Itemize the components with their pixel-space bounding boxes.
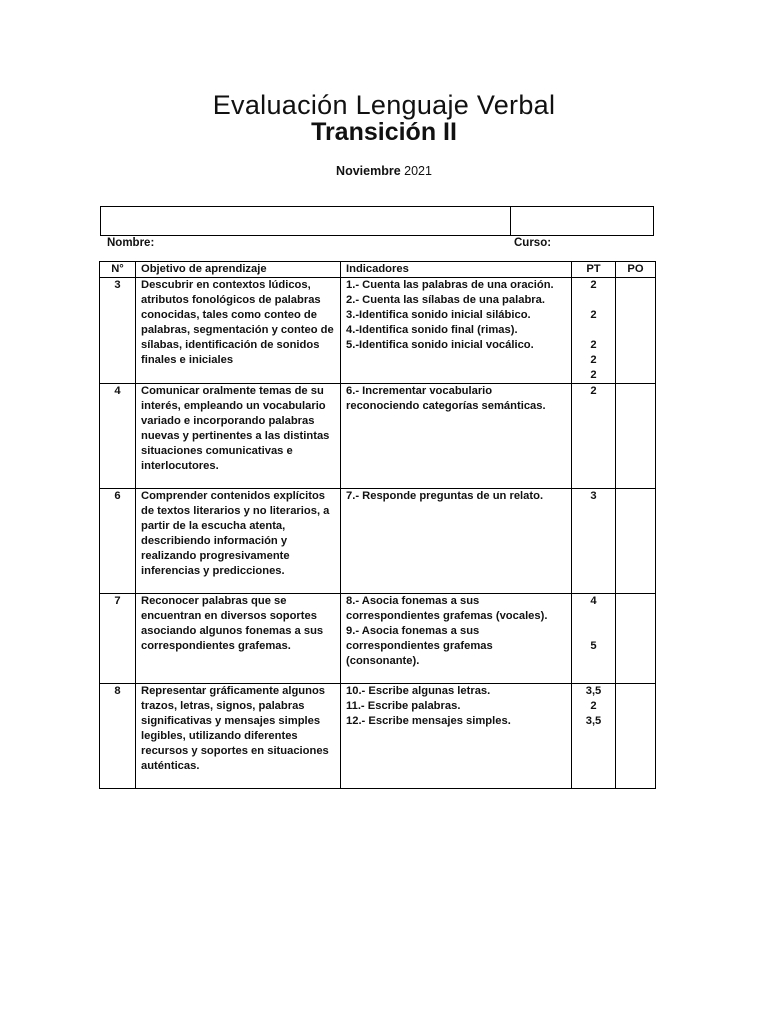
row-number: 3 bbox=[100, 278, 136, 384]
pt-value: 2 bbox=[590, 369, 597, 381]
header-objetivo: Objetivo de aprendizaje bbox=[136, 262, 341, 278]
date-year: 2021 bbox=[404, 164, 432, 178]
indicador-item: 9.- Asocia fonemas a sus correspondientes grafemas (consonante). bbox=[346, 625, 493, 667]
row-number: 4 bbox=[100, 384, 136, 489]
row-pt bbox=[572, 684, 616, 789]
row-number: 6 bbox=[100, 489, 136, 594]
indicador-item: 5.-Identifica sonido inicial vocálico. bbox=[346, 339, 534, 351]
indicador-item: 7.- Responde preguntas de un relato. bbox=[346, 490, 544, 502]
header-po: PO bbox=[616, 262, 656, 278]
row-objetivo: Comunicar oralmente temas de su interés, empleando un vocabulario variado e incorporando palabras nuevas y pertinentes a las distintas situaciones comunicativas e interlocutores. bbox=[136, 384, 341, 489]
row-pt bbox=[572, 384, 616, 489]
row-number: 7 bbox=[100, 594, 136, 684]
header-n: N° bbox=[100, 262, 136, 278]
evaluation-table-body bbox=[100, 278, 656, 789]
date-month: Noviembre bbox=[336, 164, 401, 178]
row-pt bbox=[572, 489, 616, 594]
pt-value: 4 bbox=[590, 595, 597, 607]
row-po[interactable] bbox=[616, 489, 656, 594]
row-po[interactable] bbox=[616, 594, 656, 684]
row-po[interactable] bbox=[616, 278, 656, 384]
evaluation-table bbox=[99, 261, 656, 789]
indicador-item: 8.- Asocia fonemas a sus correspondientes grafemas (vocales). bbox=[346, 595, 548, 622]
header-indicadores: Indicadores bbox=[341, 262, 572, 278]
pt-value bbox=[577, 624, 610, 639]
table-row bbox=[100, 489, 656, 594]
indicador-item: 11.- Escribe palabras. bbox=[346, 700, 461, 712]
table-row bbox=[100, 278, 656, 384]
pt-value: 2 bbox=[590, 279, 597, 291]
row-objetivo: Reconocer palabras que se encuentran en diversos soportes asociando algunos fonemas a sus correspondientes grafemas. bbox=[136, 594, 341, 684]
indicador-item: 4.-Identifica sonido final (rimas). bbox=[346, 324, 518, 336]
pt-value: 3,5 bbox=[585, 685, 602, 697]
indicador-item: 10.- Escribe algunas letras. bbox=[346, 685, 491, 697]
student-info-divider bbox=[510, 207, 511, 235]
evaluation-date bbox=[0, 164, 768, 178]
row-pt bbox=[572, 594, 616, 684]
pt-value bbox=[577, 293, 610, 308]
table-row bbox=[100, 384, 656, 489]
indicador-item: 1.- Cuenta las palabras de una oración. bbox=[346, 279, 554, 291]
table-row bbox=[100, 594, 656, 684]
pt-value: 3 bbox=[590, 490, 597, 502]
header-pt: PT bbox=[572, 262, 616, 278]
student-info-box[interactable] bbox=[100, 206, 654, 236]
row-pt bbox=[572, 278, 616, 384]
pt-value: 2 bbox=[590, 309, 597, 321]
row-indicadores bbox=[341, 384, 572, 489]
row-po[interactable] bbox=[616, 684, 656, 789]
indicador-item: 3.-Identifica sonido inicial silábico. bbox=[346, 309, 531, 321]
pt-value: 2 bbox=[590, 385, 597, 397]
row-number: 8 bbox=[100, 684, 136, 789]
pt-value: 5 bbox=[590, 640, 597, 652]
pt-value bbox=[577, 609, 610, 624]
pt-value: 2 bbox=[590, 354, 597, 366]
indicador-item: 2.- Cuenta las sílabas de una palabra. bbox=[346, 294, 545, 306]
page-subtitle: Transición II bbox=[311, 118, 457, 146]
row-indicadores bbox=[341, 489, 572, 594]
table-header-row bbox=[100, 262, 656, 278]
pt-value: 2 bbox=[590, 339, 597, 351]
nombre-label: Nombre: bbox=[107, 237, 155, 249]
table-row bbox=[100, 684, 656, 789]
row-indicadores bbox=[341, 278, 572, 384]
page-title: Evaluación Lenguaje Verbal bbox=[212, 90, 556, 121]
row-objetivo: Representar gráficamente algunos trazos, letras, signos, palabras significativas y mensajes simples legibles, utilizando diferentes recursos y soportes en situaciones auténticas. bbox=[136, 684, 341, 789]
row-indicadores bbox=[341, 684, 572, 789]
curso-label: Curso: bbox=[514, 237, 552, 249]
pt-value bbox=[577, 323, 610, 338]
row-indicadores bbox=[341, 594, 572, 684]
row-objetivo: Comprender contenidos explícitos de textos literarios y no literarios, a partir de la escucha atenta, describiendo información y realizando progresivamente inferencias y predicciones. bbox=[136, 489, 341, 594]
row-po[interactable] bbox=[616, 384, 656, 489]
row-objetivo: Descubrir en contextos lúdicos, atributos fonológicos de palabras conocidas, tales como conteo de palabras, segmentación y conteo de sílabas, identificación de sonidos finales e iniciales bbox=[136, 278, 341, 384]
pt-value: 2 bbox=[590, 700, 597, 712]
indicador-item: 12.- Escribe mensajes simples. bbox=[346, 715, 511, 727]
pt-value: 3,5 bbox=[585, 715, 602, 727]
indicador-item: 6.- Incrementar vocabulario reconociendo categorías semánticas. bbox=[346, 385, 546, 412]
